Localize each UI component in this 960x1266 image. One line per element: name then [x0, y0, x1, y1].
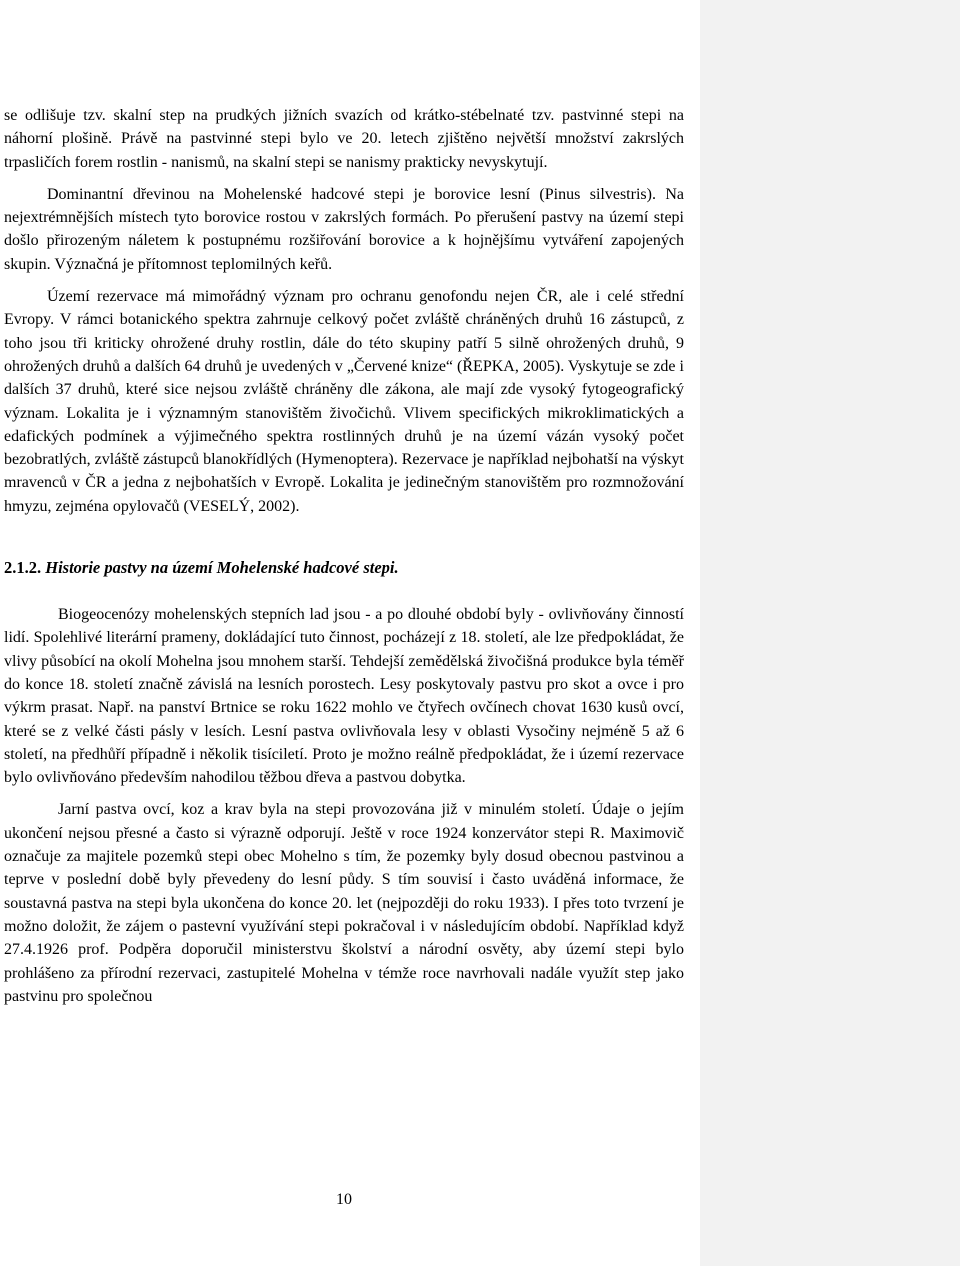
paragraph: Jarní pastva ovcí, koz a krav byla na stepi provozována již v minulém století. Údaje o jejím ukončení nejsou přesné a často si výrazně odporují. Ještě v roce 1924 konzervátor stepi R. Maximovič označuje za majitele pozemků stepi obec Mohelno s tím, že pozemky byly dosud obecnou pastvinou a teprve v poslední době byly převedeny do lesní půdy. S tím souvisí i často uváděná informace, že soustavná pastva na stepi byla ukončena do konce 20. let (nejpozději do roku 1933). I přes toto tvrzení je možno doložit, že zájem o pastevní využívání stepi pokračoval i v následujícím období. Například když 27.4.1926 prof. Podpěra doporučil ministerstvu školství a národní osvěty, aby území stepi bylo prohlášeno za přírodní rezervaci, zastupitelé Mohelna v témže roce navrhovali nadále využít step jako pastvinu pro společnou [4, 801, 684, 1005]
document-body [4, 104, 684, 1008]
comment-margin [700, 0, 960, 1266]
paragraph: Biogeocenózy mohelenských stepních lad jsou - a po dlouhé období byly - ovlivňovány činností lidí. Spolehlivé literární prameny, dokládající tuto činnost, pocházejí z 18. století, ale lze předpokládat, že vlivy působící na okolí Mohelna jsou mnohem starší. Tehdejší zemědělská živočišná produkce byla téměř do konce 18. století značně závislá na lesních porostech. Lesy poskytovaly pastvu pro skot a ovce i pro výkrm prasat. Např. na panství Brtnice se roku 1622 mohlo ve čtyřech ovčínech chovat 1630 kusů ovcí, které se z velké části pásly v lesích. Lesní pastva ovlivňovala lesy v oblasti Vysočiny nejméně 5 až 6 století, na předhůří případně i několik tisíciletí. Proto je možno reálně předpokládat, že i území rezervace bylo ovlivňováno především nahodilou těžbou dřeva a pastvou dobytka. [4, 606, 684, 787]
paragraph: Území rezervace má mimořádný význam pro ochranu genofondu nejen ČR, ale i celé střední Evropy. V rámci botanického spektra zahrnuje celkový počet zvláště chráněných druhů 16 zástupců, z toho jsou tři kriticky ohrožené druhy rostlin, dále do této skupiny patří 5 silně ohrožených druhů, 9 ohrožených druhů a dalších 64 druhů je uvedených v „Červené knize“ (ŘEPKA, 2005). Vyskytuje se zde i dalších 37 druhů, které sice nejsou zvláště chráněny dle zákona, ale mají zde vysoký fytogeografický význam. Lokalita je i významným stanovištěm živočichů. Vlivem specifických mikroklimatických a edafických podmínek a výjimečného spektra rostlinných druhů je na území vázán vysoký počet bezobratlých, zvláště zástupců blanokřídlých (Hymenoptera). Rezervace je například nejbohatší na výskyt mravenců v ČR a jedna z nejbohatších v Evropě. Lokalita je jedinečným stanovištěm pro rozmnožování hmyzu, zejména opylovačů (VESELÝ, 2002). [4, 288, 684, 515]
section-number: 2.1.2. [4, 558, 42, 578]
paragraph: Dominantní dřevinou na Mohelenské hadcové stepi je borovice lesní (Pinus silvestris). Na nejextrémnějších místech tyto borovice rostou v zakrslých formách. Po přerušení pastvy na území stepi došlo přirozeným náletem k postupnému rozšiřování borovice a k hojnějšímu vytváření zapojených skupin. Význačná je přítomnost teplomilných keřů. [4, 185, 684, 273]
section-title: Historie pastvy na území Mohelenské hadcové stepi. [45, 558, 399, 578]
section-heading [4, 556, 684, 579]
paragraph: se odlišuje tzv. skalní step na prudkých jižních svazích od krátko-stébelnaté tzv. pastvinné stepi na náhorní plošině. Právě na pastvinné stepi bylo ve 20. letech zjištěno největší množství zakrslých trpasličích forem rostlin - nanismů, na skalní stepi se nanismy prakticky nevyskytují. [4, 107, 684, 171]
page-number: 10 [336, 1191, 352, 1208]
